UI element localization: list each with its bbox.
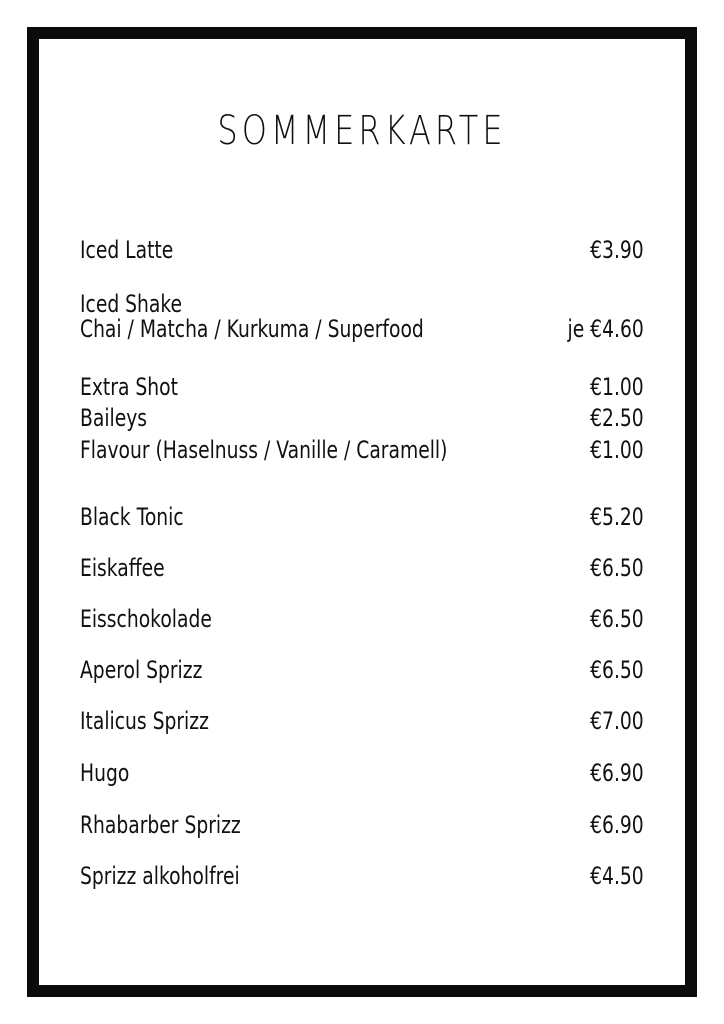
- item-name: Chai / Matcha / Kurkuma / Superfood: [80, 315, 424, 343]
- item-name: Flavour (Haselnuss / Vanille / Caramell): [80, 436, 448, 464]
- item-price: €1.00: [590, 436, 644, 464]
- menu-title: SOMMERKARTE: [217, 108, 507, 154]
- item-price: €2.50: [590, 404, 644, 432]
- item-price: €6.50: [590, 605, 644, 633]
- item-price: €6.50: [590, 554, 644, 582]
- item-name: Extra Shot: [80, 373, 178, 401]
- item-name: Black Tonic: [80, 503, 184, 531]
- item-name: Rhabarber Sprizz: [80, 811, 241, 839]
- item-price: €7.00: [590, 707, 644, 735]
- item-price: €5.20: [590, 503, 644, 531]
- item-price: €6.90: [590, 759, 644, 787]
- item-price: je €4.60: [567, 315, 644, 343]
- item-price: €4.50: [590, 862, 644, 890]
- item-name: Eiskaffee: [80, 554, 165, 582]
- item-price: €3.90: [590, 236, 644, 264]
- item-name: Sprizz alkoholfrei: [80, 862, 240, 890]
- item-name: Italicus Sprizz: [80, 707, 209, 735]
- item-price: €6.50: [590, 656, 644, 684]
- item-name: Baileys: [80, 404, 148, 432]
- item-name: Hugo: [80, 759, 130, 787]
- item-name: Eisschokolade: [80, 605, 212, 633]
- item-price: €1.00: [590, 373, 644, 401]
- item-name: Iced Latte: [80, 236, 174, 264]
- item-name: Iced Shake: [80, 290, 183, 318]
- item-name: Aperol Sprizz: [80, 656, 203, 684]
- item-price: €6.90: [590, 811, 644, 839]
